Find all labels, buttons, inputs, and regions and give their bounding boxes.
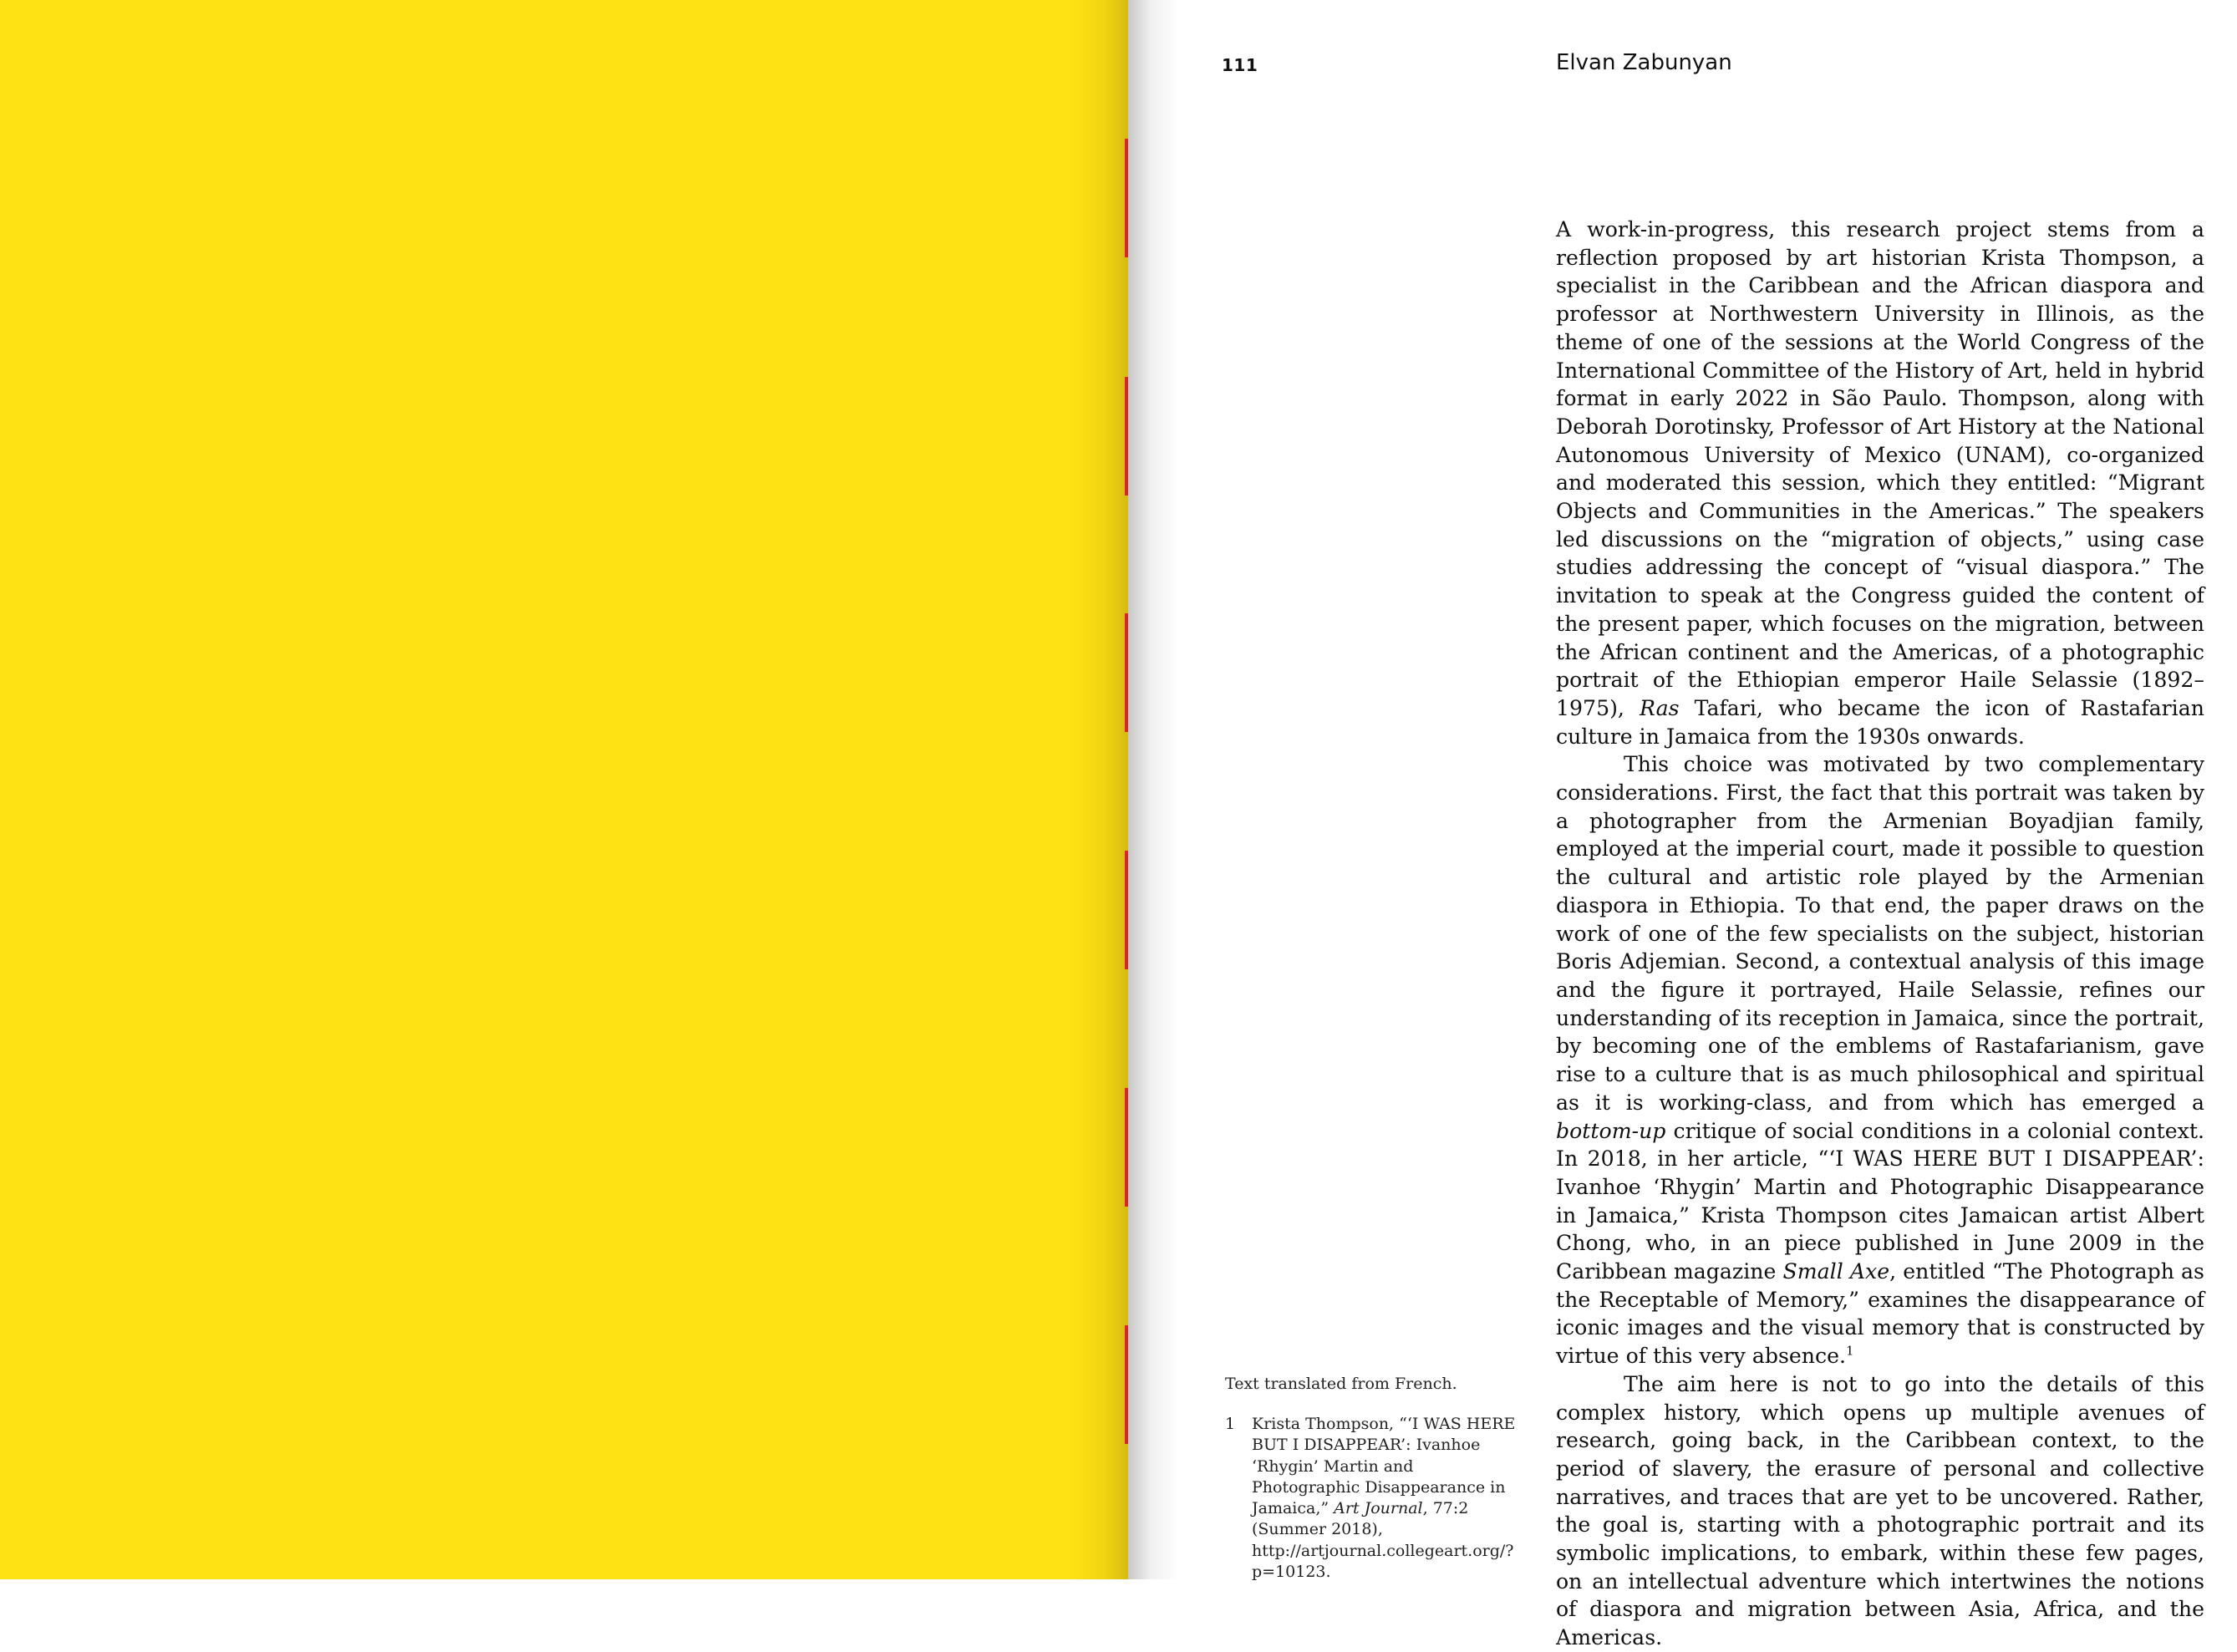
paragraph-2-text: This choice was motivated by two complementary considerations. First, the fact that this portrait was taken by a photographer from the Armenian Boyadjian family, employed at the imperial court, made it possible to question the cultural and artistic role played by the Armenian diaspora in Ethiopia. To that end, the paper draws on the work of one of the few specialists on the subject, historian Boris Adjemian. Second, a contextual analysis of this image and the figure it portrayed, Haile Selassie, refines our understanding of its reception in Jamaica, since the portrait, by becoming one of the emblems of Rastafarianism, gave rise to a culture that is as much philosophical and spiritual as it is working-class, and from which has emerged a [1556,752,2204,1115]
footnote-citation: Krista Thompson, “‘I WAS HERE BUT I DISAPPEAR’: Ivanhoe ‘Rhygin’ Martin and Photographic Disappearance in Jamaica,” [1252,1415,1516,1518]
paragraph-2 [1556,750,2204,1370]
paragraph-3: The aim here is not to go into the details of this complex history, which opens up multiple avenues of research, going back, in the Caribbean context, to the period of slavery, the erasure of personal and collective narratives, and traces that are yet to be uncovered. Rather, the goal is, starting with a photographic portrait and its symbolic implications, to embark, within these few pages, on an intellectual adventure which intertwines the notions of diaspora and migration between Asia, Africa, and the Americas. [1556,1371,2204,1650]
paragraph-2-text-end: , entitled “The Photograph as the Receptable of Memory,” examines the disappearance of iconic images and the visual memory that is constructed by virtue of this very absence. [1556,1259,2204,1369]
running-head-author: Elvan Zabunyan [1556,50,1732,75]
footnote-text [1252,1414,1522,1583]
footnote-url: , 77:2 (Summer 2018), http://artjournal.collegeart.org/?p=10123. [1252,1499,1514,1582]
page-fold-shadow [1070,0,1128,1579]
footnote-reference[interactable]: 1 [1846,1343,1854,1359]
paragraph-1-text-end: Tafari, who became the icon of Rastafarian culture in Jamaica from the 1930s onwards. [1556,695,2204,749]
translator-note: Text translated from French. [1225,1375,1457,1393]
italic-small-axe: Small Axe [1782,1259,1890,1284]
italic-ras: Ras [1640,695,1680,720]
main-text [1556,216,2204,1652]
italic-bottom-up: bottom-up [1556,1118,1666,1143]
footnote-journal-title: Art Journal [1334,1499,1423,1518]
footnote [1225,1414,1522,1583]
left-page-yellow [0,0,1128,1579]
footnote-number: 1 [1225,1415,1236,1433]
paragraph-1 [1556,216,2204,750]
paragraph-1-text: A work-in-progress, this research project stems from a reflection proposed by art historian Krista Thompson, a specialist in the Caribbean and the African diaspora and professor at Northwestern University in Illinois, as the theme of one of the sessions at the World Congress of the International Committee of the History of Art, held in hybrid format in early 2022 in São Paulo. Thompson, along with Deborah Dorotinsky, Professor of Art History at the National Autonomous University of Mexico (UNAM), co-organized and moderated this session, which they entitled: “Migrant Objects and Communities in the Americas.” The speakers led discussions on the “migration of objects,” using case studies addressing the concept of “visual diaspora.” The invitation to speak at the Congress guided the content of the present paper, which focuses on the migration, between the African continent and the Americas, of a photographic portrait of the Ethiopian emperor Haile Selassie (1892–1975), [1556,217,2204,720]
gutter-shadow [1128,0,1178,1579]
paragraph-2-text-middle: critique of social conditions in a colonial context. In 2018, in her article, “‘I WAS HERE BUT I DISAPPEAR’: Ivanhoe ‘Rhygin’ Martin and Photographic Disappearance in Jamaica,” Krista Thompson cites Jamaican artist Albert Chong, who, in an piece published in June 2009 in the Caribbean magazine [1556,1118,2204,1284]
page-number: 111 [1222,55,1258,75]
